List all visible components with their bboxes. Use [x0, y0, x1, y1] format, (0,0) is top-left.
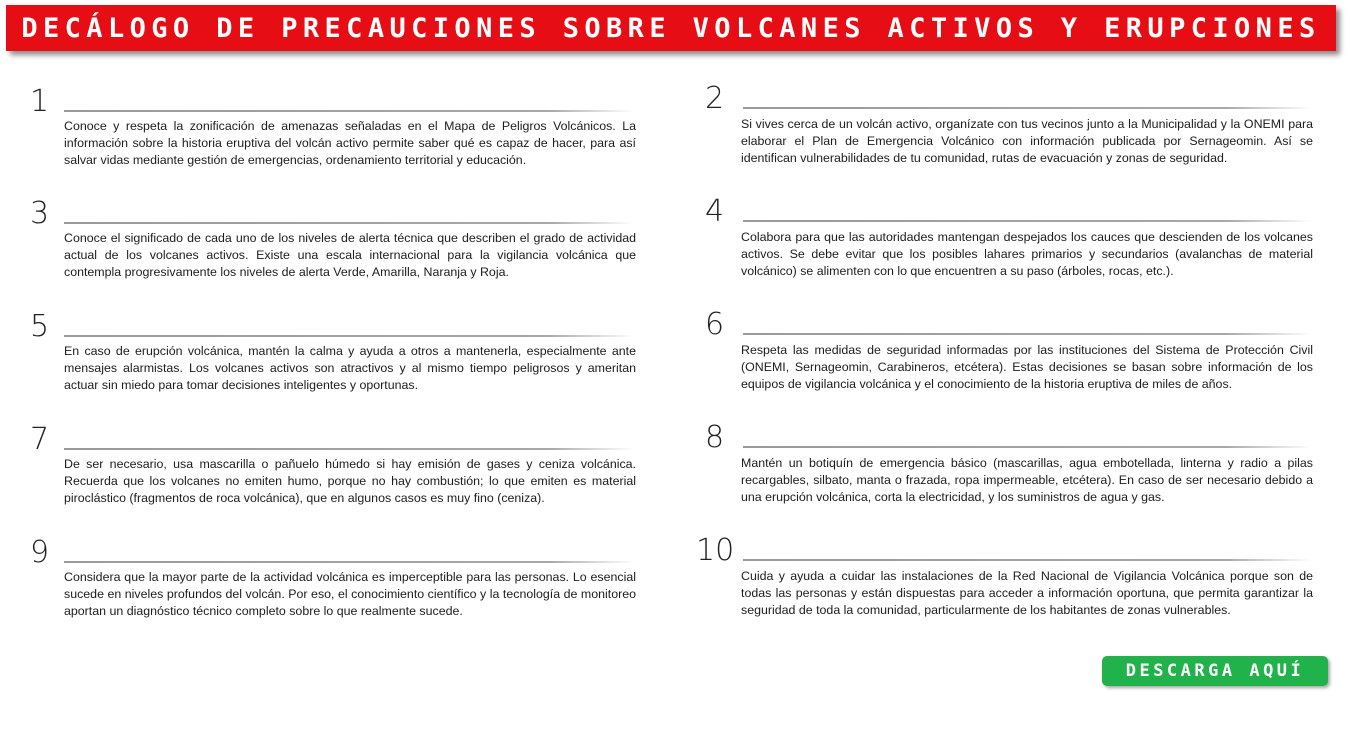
precaution-item-4: [705, 194, 1313, 286]
item-number: 10: [696, 533, 735, 568]
item-number: 9: [30, 535, 50, 570]
item-text: En caso de erupción volcánica, mantén la calma y ayuda a otros a mantenerla, especialmente ante mensajes alarmistas. Los volcanes activos son atractivos y al mismo tiempo peligrosos y ameritan actuar sin miedo para tomar decisiones inteligentes y oportunas.: [64, 344, 636, 392]
item-divider: [64, 448, 634, 450]
item-divider: [743, 559, 1311, 561]
page-title: DECÁLOGO DE PRECAUCIONES SOBRE VOLCANES ACTIVOS Y ERUPCIONES: [21, 12, 1321, 44]
download-button[interactable]: [1102, 656, 1328, 686]
item-divider: [64, 110, 634, 112]
precaution-item-5: [30, 309, 636, 401]
item-divider: [64, 335, 634, 337]
item-number: 6: [705, 307, 725, 342]
item-text: Colabora para que las autoridades mantengan despejados los cauces que descienden de los volcanes activos. Se debe evitar que los posibles lahares primarios y secundarios (avalanchas de material volcánico) se alimenten con lo que encuentren a su paso (árboles, rocas, etc.).: [741, 230, 1313, 278]
item-text: Respeta las medidas de seguridad informadas por las instituciones del Sistema de Protección Civil (ONEMI, Sernageomin, Carabineros, etcétera). Estas decisiones se basan sobre información de los equipos de vigilancia volcánica y el conocimiento de la historia eruptiva de miles de años.: [741, 343, 1313, 391]
item-divider: [64, 222, 634, 224]
item-divider: [743, 107, 1311, 109]
precaution-item-7: [30, 422, 636, 514]
item-text: De ser necesario, usa mascarilla o pañuelo húmedo si hay emisión de gases y ceniza volcánica. Recuerda que los volcanes no emiten humo, porque no hay combustión; lo que emiten es material piroclástico (fragmentos de roca volcánica), que en algunos casos es muy fino (ceniza).: [64, 457, 636, 505]
item-text: Cuida y ayuda a cuidar las instalaciones de la Red Nacional de Vigilancia Volcánica porque son de todas las personas y están dispuestas para acceder a información oportuna, que permita garantizar la seguridad de toda la comunidad, particularmente de los habitantes de zonas vulnerables.: [741, 569, 1313, 617]
item-number: 7: [30, 422, 50, 457]
item-divider: [743, 446, 1311, 448]
item-number: 2: [705, 81, 725, 116]
item-text: Conoce el significado de cada uno de los niveles de alerta técnica que describen el grado de actividad actual de los volcanes activos. Existe una escala internacional para la vigilancia volcánica que contempla progresivamente los niveles de alerta Verde, Amarilla, Naranja y Roja.: [64, 231, 636, 279]
precaution-item-10: [696, 533, 1313, 625]
precaution-item-9: [30, 535, 636, 627]
item-number: 1: [30, 84, 50, 119]
item-number: 4: [705, 194, 725, 229]
precaution-item-3: [30, 196, 636, 288]
item-text: Si vives cerca de un volcán activo, organízate con tus vecinos junto a la Municipalidad y la ONEMI para elaborar el Plan de Emergencia Volcánico con información publicada por Sernageomin. Así se identifican vulnerabilidades de tu comunidad, rutas de evacuación y zonas de seguridad.: [741, 117, 1313, 165]
download-button-label: DESCARGA AQUÍ: [1125, 661, 1305, 681]
item-text: Conoce y respeta la zonificación de amenazas señaladas en el Mapa de Peligros Volcánicos. La información sobre la historia eruptiva del volcán activo permite saber qué es capaz de hacer, para así salvar vidas mediante gestión de emergencias, ordenamiento territorial y educación.: [64, 119, 636, 167]
precaution-item-1: [30, 84, 636, 176]
item-number: 3: [30, 196, 50, 231]
item-text: Considera que la mayor parte de la actividad volcánica es imperceptible para las personas. Lo esencial sucede en niveles profundos del volcán. Por eso, el conocimiento científico y la tecnología de monitoreo aportan un diagnóstico técnico completo sobre lo que realmente sucede.: [64, 570, 636, 618]
precaution-item-2: [705, 81, 1313, 173]
item-divider: [743, 220, 1311, 222]
item-text: Mantén un botiquín de emergencia básico (mascarillas, agua embotellada, linterna y radio a pilas recargables, silbato, manta o frazada, ropa impermeable, etcétera). En caso de ser necesario debido a una erupción volcánica, corta la electricidad, y los suministros de agua y gas.: [741, 456, 1313, 504]
precaution-item-8: [705, 420, 1313, 512]
title-banner: [6, 5, 1336, 51]
item-divider: [743, 333, 1311, 335]
item-number: 8: [705, 420, 725, 455]
precaution-item-6: [705, 307, 1313, 399]
item-divider: [64, 561, 634, 563]
item-number: 5: [30, 309, 50, 344]
